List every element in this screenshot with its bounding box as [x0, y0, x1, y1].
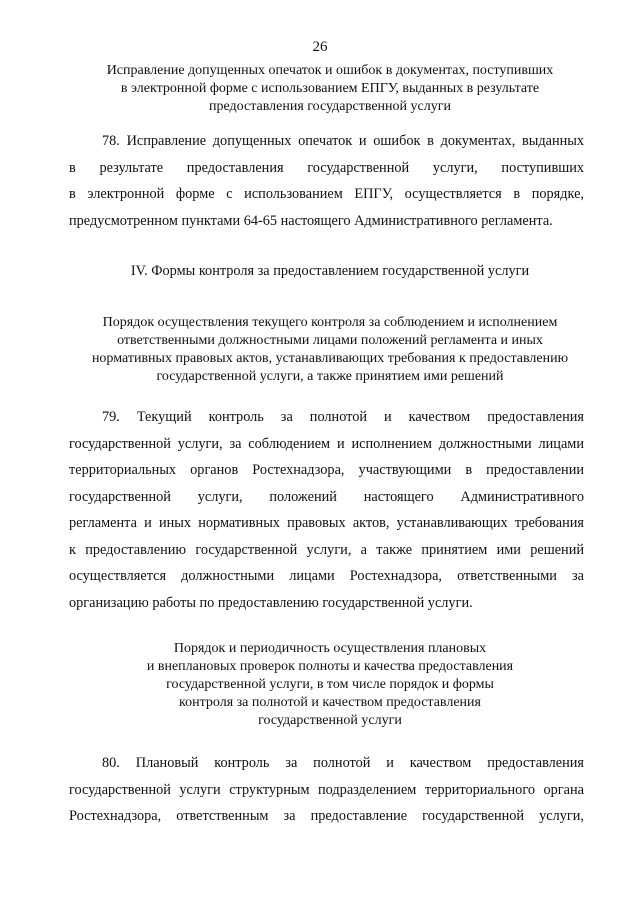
paragraph-line: организацию работы по предоставлению государственной услуги.	[69, 594, 473, 611]
paragraph-line: государственной услуги, положений настоящего Административного	[69, 488, 584, 505]
paragraph-line: в электронной форме с использованием ЕПГУ, осуществляется в порядке,	[69, 186, 584, 202]
paragraph-line: к предоставлению государственной услуги, а также принятием ими решений	[69, 541, 584, 558]
heading-line: нормативных правовых актов, устанавливающих требования к предоставлению	[91, 351, 569, 366]
paragraph-line: 80. Плановый контроль за полнотой и качеством предоставления	[102, 755, 584, 771]
paragraph-line: Ростехнадзора, ответственным за предоставление государственной услуги,	[69, 808, 584, 824]
paragraph-line: регламента и иных нормативных правовых актов, устанавливающих требования	[69, 515, 584, 531]
heading-line: предоставления государственной услуги	[209, 99, 451, 114]
heading-line: и внеплановых проверок полноты и качества предоставления	[146, 659, 514, 674]
heading-current-control	[60, 314, 600, 386]
paragraph-line: в результате предоставления государственной услуги, поступивших	[69, 159, 584, 176]
heading-line: государственной услуги, а также принятием ими решений	[156, 369, 504, 384]
section-title-iv: IV. Формы контроля за предоставлением государственной услуги	[130, 263, 530, 279]
paragraph-line: осуществляется должностными лицами Ростехнадзора, ответственными за	[69, 568, 584, 584]
heading-line: контроля за полнотой и качеством предоставления	[179, 695, 481, 710]
paragraph-line: государственной услуги структурным подразделением территориального органа	[69, 781, 584, 798]
paragraph-80	[69, 750, 584, 830]
page-number: 26	[312, 39, 328, 55]
heading-inspection-procedure	[60, 640, 600, 730]
paragraph-line: предусмотренном пунктами 64-65 настоящего Административного регламента.	[69, 212, 553, 229]
heading-line: ответственными должностными лицами положений регламента и иных	[117, 333, 543, 348]
heading-line: Порядок осуществления текущего контроля за соблюдением и исполнением	[102, 315, 558, 330]
paragraph-79	[69, 404, 584, 616]
heading-line: в электронной форме с использованием ЕПГУ, выданных в результате	[120, 81, 540, 96]
paragraph-line: государственной услуги, за соблюдением и исполнением должностными лицами	[69, 435, 584, 452]
paragraph-line: 79. Текущий контроль за полнотой и качеством предоставления	[102, 409, 584, 425]
paragraph-line: 78. Исправление допущенных опечаток и ошибок в документах, выданных	[102, 133, 584, 149]
heading-line: государственной услуги	[258, 713, 402, 728]
paragraph-78	[69, 128, 584, 234]
heading-line: Исправление допущенных опечаток и ошибок в документах, поступивших	[106, 63, 554, 78]
heading-line: государственной услуги, в том числе порядок и формы	[166, 677, 494, 692]
heading-correction-of-errors	[60, 62, 600, 116]
paragraph-line: территориальных органов Ростехнадзора, участвующими в предоставлении	[69, 462, 584, 478]
heading-line: Порядок и периодичность осуществления плановых	[173, 641, 487, 656]
